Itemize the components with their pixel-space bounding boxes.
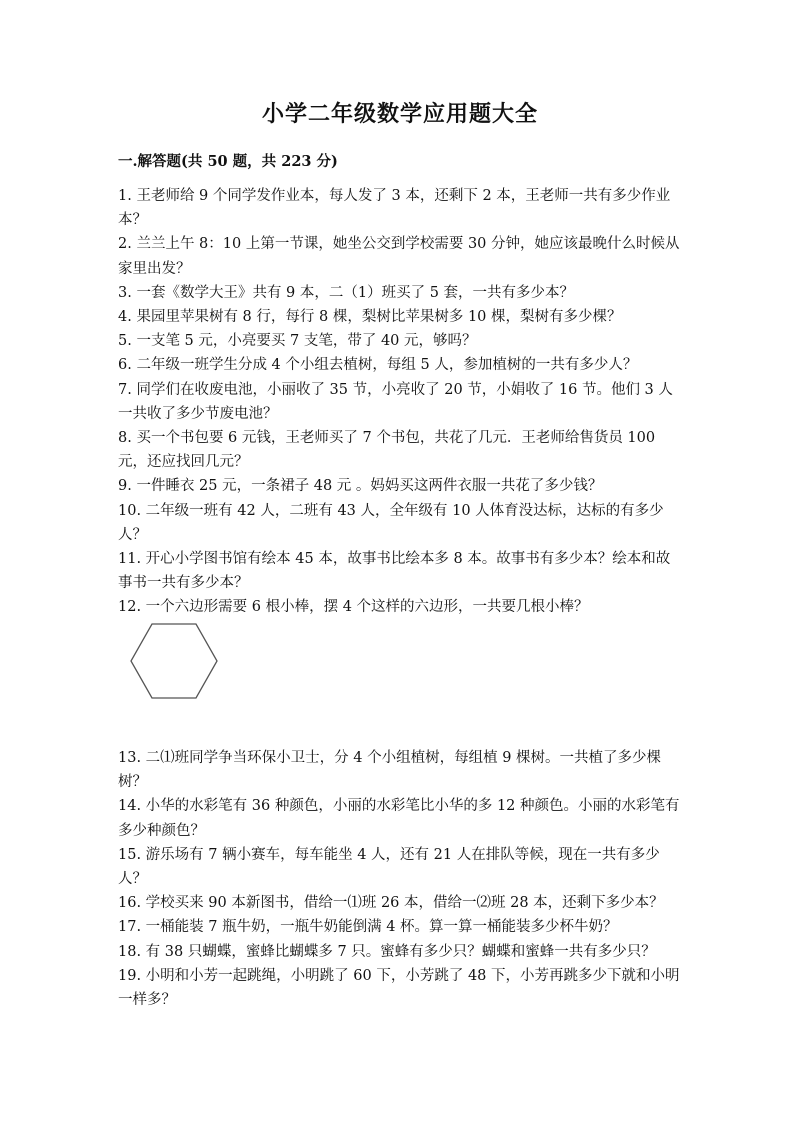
question-item: 18. 有 38 只蝴蝶，蜜蜂比蝴蝶多 7 只。蜜蜂有多少只？蝴蝶和蜜蜂一共有多少只？ [118, 943, 656, 960]
question-item: 16. 学校买来 90 本新图书，借给一⑴班 26 本，借给一⑵班 28 本，还剩下多少本？ [118, 895, 664, 912]
question-item: 13. 二⑴班同学争当环保小卫士，分 4 个小组植树，每组植 9 棵树。一共植了多少棵树？ [118, 750, 662, 791]
section-heading: 一.解答题(共 50 题，共 223 分) [118, 153, 338, 170]
question-item: 3. 一套《数学大王》共有 9 本，二（1）班买了 5 套，一共有多少本？ [118, 284, 575, 301]
question-list-part1 [118, 184, 684, 620]
question-item: 4. 果园里苹果树有 8 行，每行 8 棵，梨树比苹果树多 10 棵，梨树有多少棵？ [118, 309, 622, 326]
question-item: 12. 一个六边形需要 6 根小棒，摆 4 个这样的六边形，一共要几根小棒？ [118, 599, 589, 616]
question-item: 6. 二年级一班学生分成 4 个小组去植树，每组 5 人，参加植树的一共有多少人？ [118, 357, 638, 374]
question-item: 7. 同学们在收废电池，小丽收了 35 节，小亮收了 20 节，小娟收了 16 节。他们 3 人一共收了多少节废电池？ [118, 381, 673, 422]
page-title: 小学二年级数学应用题大全 [261, 101, 538, 127]
question-item: 15. 游乐场有 7 辆小赛车，每车能坐 4 人，还有 21 人在排队等候，现在一共有多少人？ [118, 846, 660, 888]
question-item: 10. 二年级一班有 42 人，二班有 43 人，全年级有 10 人体育没达标，达标的有多少人？ [118, 502, 664, 543]
question-item: 17. 一桶能装 7 瓶牛奶，一瓶牛奶能倒满 4 杯。算一算一桶能装多少杯牛奶？ [118, 919, 618, 936]
question-item: 14. 小华的水彩笔有 36 种颜色，小丽的水彩笔比小华的多 12 种颜色。小丽的水彩笔有多少种颜色？ [118, 798, 680, 839]
question-item: 11. 开心小学图书馆有绘本 45 本，故事书比绘本多 8 本。故事书有多少本？绘本和故事书一共有多少本？ [118, 551, 671, 592]
question-item: 8. 买一个书包要 6 元钱，王老师买了 7 个书包，共花了几元．王老师给售货员 100 元，还应找回几元？ [118, 430, 656, 471]
question-item: 1. 王老师给 9 个同学发作业本，每人发了 3 本，还剩下 2 本，王老师一共有多少作业本？ [118, 188, 671, 229]
question-item: 5. 一支笔 5 元，小亮要买 7 支笔，带了 40 元，够吗？ [118, 333, 477, 350]
hexagon-figure [130, 622, 218, 700]
question-list-part2 [118, 746, 684, 1012]
question-item: 2. 兰兰上午 8：10 上第一节课，她坐公交到学校需要 30 分钟，她应该最晚什么时候从家里出发？ [118, 236, 680, 277]
question-item: 9. 一件睡衣 25 元，一条裙子 48 元 。妈妈买这两件衣服一共花了多少钱？ [118, 478, 603, 495]
question-item: 19. 小明和小芳一起跳绳，小明跳了 60 下，小芳跳了 48 下，小芳再跳多少下就和小明一样多？ [118, 967, 680, 1009]
